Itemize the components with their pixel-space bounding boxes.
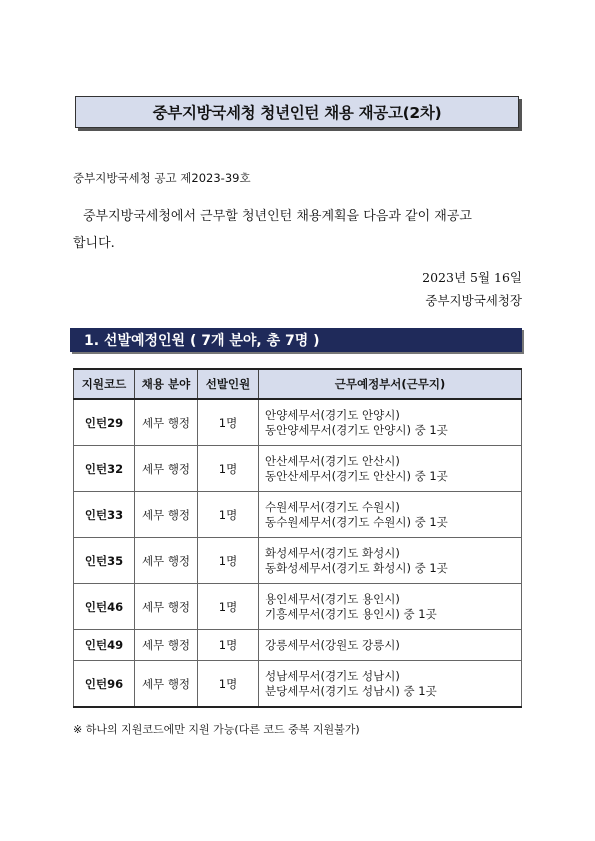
cell-count: 1명 <box>198 399 259 446</box>
intro-line-1: 중부지방국세청에서 근무할 청년인턴 채용계획을 다음과 같이 재공고 <box>83 209 472 224</box>
cell-code: 인턴32 <box>74 446 135 492</box>
table-row <box>74 399 522 446</box>
cell-code: 인턴46 <box>74 584 135 630</box>
cell-dept <box>259 538 522 584</box>
dept-line-1: 강릉세무서(강원도 강릉시) <box>265 637 400 652</box>
table-row <box>74 538 522 584</box>
cell-code: 인턴29 <box>74 399 135 446</box>
cell-code: 인턴96 <box>74 661 135 708</box>
table-row <box>74 492 522 538</box>
cell-dept <box>259 446 522 492</box>
cell-count: 1명 <box>198 538 259 584</box>
cell-count: 1명 <box>198 630 259 661</box>
header-code: 지원코드 <box>74 369 135 399</box>
cell-dept <box>259 630 522 661</box>
intro-line-2: 합니다. <box>73 236 115 251</box>
cell-code: 인턴49 <box>74 630 135 661</box>
table-row <box>74 630 522 661</box>
header-field: 채용 분야 <box>135 369 198 399</box>
cell-field: 세무 행정 <box>135 538 198 584</box>
cell-code: 인턴35 <box>74 538 135 584</box>
dept-line-1: 안산세무서(경기도 안산시) <box>265 453 400 468</box>
cell-field: 세무 행정 <box>135 399 198 446</box>
cell-dept <box>259 584 522 630</box>
notice-number: 중부지방국세청 공고 제2023-39호 <box>73 171 251 185</box>
dept-line-1: 화성세무서(경기도 화성시) <box>265 545 400 560</box>
dept-line-2: 분당세무서(경기도 성남시) 중 1곳 <box>265 683 437 698</box>
dept-line-2: 동화성세무서(경기도 화성시) 중 1곳 <box>265 560 448 575</box>
dept-line-2: 동안양세무서(경기도 안양시) 중 1곳 <box>265 422 448 437</box>
dept-line-1: 용인세무서(경기도 용인시) <box>265 591 400 606</box>
document-title: 중부지방국세청 청년인턴 채용 재공고(2차) <box>75 96 519 128</box>
dept-line-1: 안양세무서(경기도 안양시) <box>265 407 400 422</box>
notice-date: 2023년 5월 16일 <box>422 270 522 285</box>
cell-field: 세무 행정 <box>135 492 198 538</box>
cell-field: 세무 행정 <box>135 584 198 630</box>
cell-count: 1명 <box>198 661 259 708</box>
cell-count: 1명 <box>198 446 259 492</box>
dept-line-1: 수원세무서(경기도 수원시) <box>265 499 400 514</box>
cell-dept <box>259 492 522 538</box>
header-dept: 근무예정부서(근무지) <box>259 369 522 399</box>
cell-field: 세무 행정 <box>135 630 198 661</box>
table-row <box>74 446 522 492</box>
footnote: ※ 하나의 지원코드에만 지원 가능(다른 코드 중복 지원불가) <box>73 723 360 736</box>
dept-line-2: 동수원세무서(경기도 수원시) 중 1곳 <box>265 514 448 529</box>
dept-line-1: 성남세무서(경기도 성남시) <box>265 668 400 683</box>
cell-dept <box>259 399 522 446</box>
signature-block <box>422 266 522 312</box>
intro-paragraph <box>73 203 528 257</box>
dept-line-2: 동안산세무서(경기도 안산시) 중 1곳 <box>265 468 448 483</box>
section-heading: 1. 선발예정인원 ( 7개 분야, 총 7명 ) <box>70 328 522 352</box>
cell-field: 세무 행정 <box>135 446 198 492</box>
cell-code: 인턴33 <box>74 492 135 538</box>
table-header-row <box>74 369 522 399</box>
header-count: 선발인원 <box>198 369 259 399</box>
table-row <box>74 661 522 708</box>
dept-line-2: 기흥세무서(경기도 용인시) 중 1곳 <box>265 606 437 621</box>
issuer-name: 중부지방국세청장 <box>425 293 522 308</box>
cell-count: 1명 <box>198 584 259 630</box>
cell-count: 1명 <box>198 492 259 538</box>
recruitment-table <box>73 368 522 708</box>
table-row <box>74 584 522 630</box>
cell-dept <box>259 661 522 708</box>
cell-field: 세무 행정 <box>135 661 198 708</box>
